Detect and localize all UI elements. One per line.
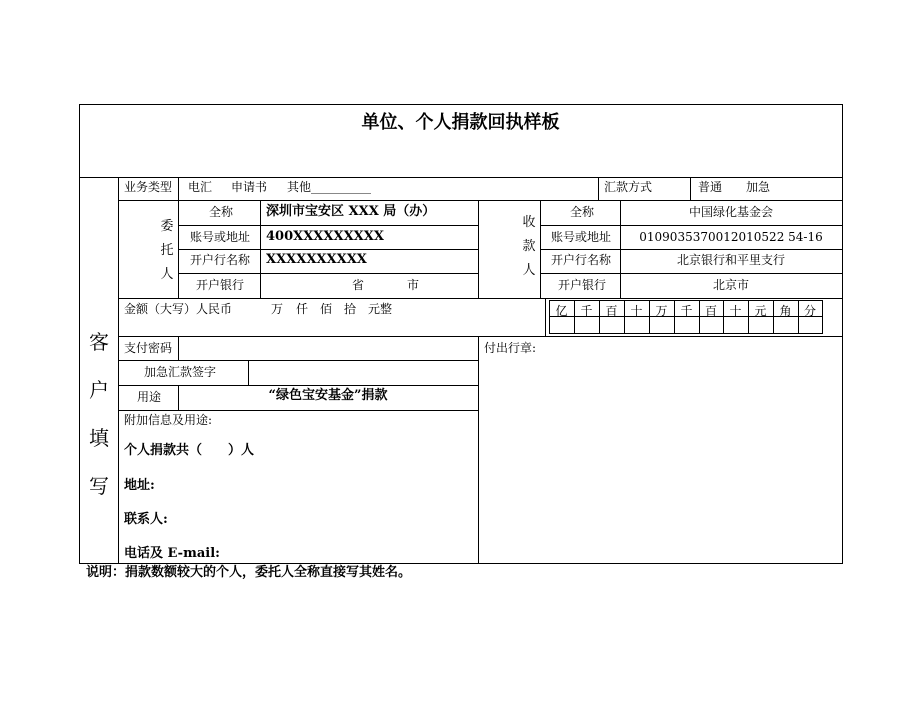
payee-bank-value: 北京市 [712, 278, 749, 292]
purpose-label: 用途 [137, 390, 162, 404]
business-type-label: 业务类型 [124, 180, 173, 194]
purpose-value[interactable]: “绿色宝安基金”捐款 [268, 388, 388, 403]
payer-bank-name-value[interactable]: XXXXXXXXXX [266, 252, 367, 267]
donor-address[interactable]: 地址: [124, 478, 155, 493]
payee-name-value: 中国绿化基金会 [688, 205, 773, 219]
digit-header: 亿 [555, 304, 568, 318]
table-border-top [79, 104, 843, 105]
table-border-left [79, 104, 80, 564]
payer-bank-city: 市 [407, 278, 420, 292]
digit-header: 十 [630, 304, 643, 318]
donor-contact[interactable]: 联系人: [124, 512, 168, 527]
digit-header: 百 [704, 304, 717, 318]
business-type-option-application[interactable]: 申请书 [231, 180, 268, 194]
amount-unit-shi: 拾 [344, 302, 357, 316]
urgent-signature-input[interactable] [249, 361, 478, 385]
payer-bank-stamp-label: 付出行章: [484, 341, 537, 355]
payer-bank-province: 省 [352, 278, 365, 292]
donor-phone-email[interactable]: 电话及 E-mail: [124, 546, 220, 561]
payee-side-char: 款 [522, 239, 536, 254]
section-label-char: 户 [89, 378, 109, 402]
payer-name-value[interactable]: 深圳市宝安区 XXX 局（办） [266, 204, 436, 219]
payee-bank-name-label: 开户行名称 [551, 253, 612, 267]
footnote: 说明：捐款数额较大的个人，委托人全称直接写其姓名。 [86, 565, 412, 580]
payment-password-input[interactable] [179, 337, 478, 360]
payee-name-label: 全称 [570, 205, 595, 219]
remit-method-option-normal[interactable]: 普通 [698, 180, 723, 194]
digit-header: 元 [754, 304, 767, 318]
table-border-right [842, 104, 843, 564]
payee-account-label: 账号或地址 [551, 230, 612, 244]
payer-account-value[interactable]: 400XXXXXXXXX [266, 229, 384, 244]
business-type-option-other[interactable]: 其他__________ [287, 180, 372, 194]
payer-side-char: 托 [160, 243, 174, 258]
payee-side-char: 人 [522, 263, 536, 278]
digit-header: 万 [655, 304, 668, 318]
payer-bank-name-label: 开户行名称 [190, 253, 251, 267]
individual-donor-count[interactable]: 个人捐款共（ ）人 [124, 443, 255, 458]
amount-unit-wan: 万 [271, 302, 284, 316]
digit-header: 分 [803, 304, 816, 318]
payee-side-char: 收 [522, 215, 536, 230]
amount-label: 金额（大写）人民币 [124, 302, 233, 316]
section-label-char: 填 [89, 426, 109, 450]
table-border-bottom [79, 563, 843, 564]
amount-unit-bai: 佰 [320, 302, 333, 316]
payer-side-char: 委 [160, 219, 174, 234]
digit-header: 十 [729, 304, 742, 318]
payee-bank-name-value: 北京银行和平里支行 [676, 253, 785, 267]
business-type-option-wire[interactable]: 电汇 [188, 180, 213, 194]
payment-password-label: 支付密码 [124, 341, 173, 355]
additional-info-label: 附加信息及用途: [124, 413, 213, 427]
payer-bank-label: 开户银行 [196, 278, 245, 292]
digit-header: 百 [605, 304, 618, 318]
page-title: 单位、个人捐款回执样板 [361, 112, 560, 133]
digit-header: 千 [580, 304, 593, 318]
payee-account-value: 0109035370012010522 54-16 [639, 230, 823, 244]
urgent-signature-label: 加急汇款签字 [144, 365, 217, 379]
section-label-char: 写 [89, 474, 109, 498]
payer-side-char: 人 [160, 267, 174, 282]
amount-unit-qian: 仟 [296, 302, 309, 316]
payer-account-label: 账号或地址 [190, 230, 251, 244]
amount-unit-yuan: 元整 [368, 302, 393, 316]
remit-method-label: 汇款方式 [604, 180, 653, 194]
remit-method-option-urgent[interactable]: 加急 [746, 180, 771, 194]
digit-header: 千 [680, 304, 693, 318]
section-label-char: 客 [89, 330, 109, 354]
payee-bank-label: 开户银行 [558, 278, 607, 292]
payer-name-label: 全称 [209, 205, 234, 219]
digit-header: 角 [779, 304, 792, 318]
